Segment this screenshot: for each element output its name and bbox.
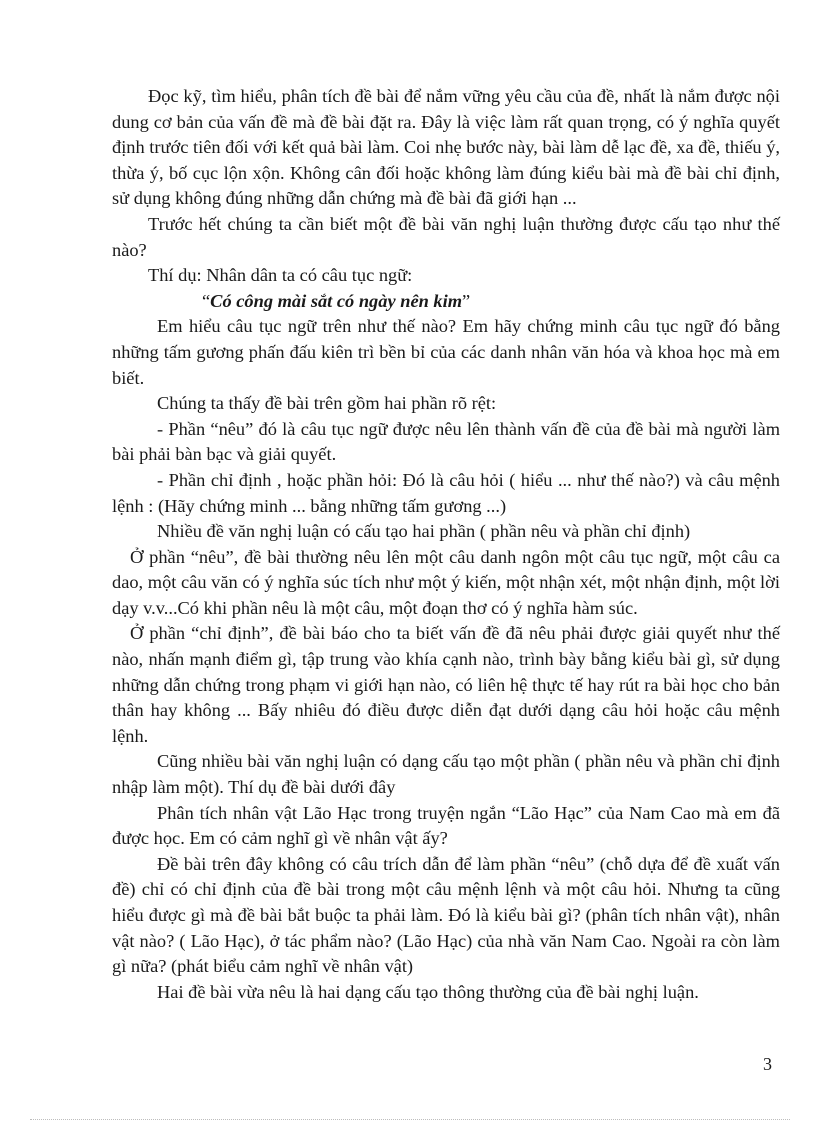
paragraph: Cũng nhiều bài văn nghị luận có dạng cấu tạo một phần ( phần nêu và phần chỉ định nhập làm một). Thí dụ đề bài dưới đây: [112, 751, 780, 798]
paragraph: Ở phần “nêu”, đề bài thường nêu lên một câu danh ngôn một câu tục ngữ, một câu ca dao, một câu văn có ý nghĩa súc tích như một ý kiến, một nhận xét, một nhận định, một lời dạy v.v...Có khi phần nêu là một câu, một đoạn thơ có ý nghĩa hàm súc.: [112, 546, 780, 618]
quote-open-mark: “: [202, 290, 211, 311]
paragraph: Thí dụ: Nhân dân ta có câu tục ngữ:: [148, 265, 413, 286]
paragraph: - Phần “nêu” đó là câu tục ngữ được nêu lên thành vấn đề của đề bài mà người làm bài phải bàn bạc và giải quyết.: [112, 418, 780, 465]
paragraph: Hai đề bài vừa nêu là hai dạng cấu tạo thông thường của đề bài nghị luận.: [157, 981, 699, 1002]
paragraph: Đọc kỹ, tìm hiểu, phân tích đề bài để nắm vững yêu cầu của đề, nhất là nắm được nội dung cơ bản của vấn đề mà đề bài đặt ra. Đây là việc làm rất quan trọng, có ý nghĩa quyết định trước tiên đối với kết quả bài làm. Coi nhẹ bước này, bài làm dễ lạc đề, xa đề, thiếu ý, thừa ý, bố cục lộn xộn. Không cân đối hoặc không làm đúng kiểu bài mà đề bài chỉ định, sử dụng không đúng những dẫn chứng mà đề bài đã giới hạn ...: [112, 86, 780, 209]
paragraph: Trước hết chúng ta cần biết một đề bài văn nghị luận thường được cấu tạo như thế nào?: [112, 213, 780, 260]
paragraph: Ở phần “chỉ định”, đề bài báo cho ta biết vấn đề đã nêu phải được giải quyết như thế nào, nhấn mạnh điểm gì, tập trung vào khía cạnh nào, trình bày bằng kiểu bài gì, sử dụng những dẫn chứng trong phạm vi giới hạn nào, có liên hệ thực tế hay rút ra bài học cho bản thân hay không ... Bấy nhiêu đó điều được diễn đạt dưới dạng câu hỏi hoặc câu mệnh lệnh.: [112, 623, 780, 746]
paragraph: - Phần chỉ định , hoặc phần hỏi: Đó là câu hỏi ( hiểu ... như thế nào?) và câu mệnh lệnh : (Hãy chứng minh ... bằng những tấm gương ...): [112, 469, 780, 516]
paragraph: Phân tích nhân vật Lão Hạc trong truyện ngắn “Lão Hạc” của Nam Cao mà em đã được học. Em có cảm nghĩ gì về nhân vật ấy?: [112, 802, 780, 849]
paragraph: Đề bài trên đây không có câu trích dẫn để làm phần “nêu” (chỗ dựa để đề xuất vấn đề) chỉ có chỉ định của đề bài trong một câu mệnh lệnh và một câu hỏi. Nhưng ta cũng hiểu được gì mà đề bài bắt buộc ta phải làm. Đó là kiểu bài gì? (phân tích nhân vật), nhân vật nào? ( Lão Hạc), ở tác phẩm nào? (Lão Hạc) của nhà văn Nam Cao. Ngoài ra còn làm gì nữa? (phát biểu cảm nghĩ về nhân vật): [112, 853, 780, 977]
body-text: [112, 84, 780, 1005]
page-bottom-divider: [30, 1119, 790, 1120]
proverb-quote: [112, 289, 780, 315]
paragraph: Chúng ta thấy đề bài trên gồm hai phần rõ rệt:: [157, 393, 497, 414]
paragraph: Nhiều đề văn nghị luận có cấu tạo hai phần ( phần nêu và phần chỉ định): [157, 521, 691, 542]
quote-close-mark: ”: [462, 290, 471, 311]
page-number: 3: [763, 1054, 772, 1074]
paragraph: Em hiểu câu tục ngữ trên như thế nào? Em hãy chứng minh câu tục ngữ đó bằng những tấm gương phấn đấu kiên trì bền bỉ của các danh nhân văn hóa và khoa học mà em biết.: [112, 316, 780, 388]
proverb-text: Có công mài sắt có ngày nên kim: [210, 290, 463, 311]
